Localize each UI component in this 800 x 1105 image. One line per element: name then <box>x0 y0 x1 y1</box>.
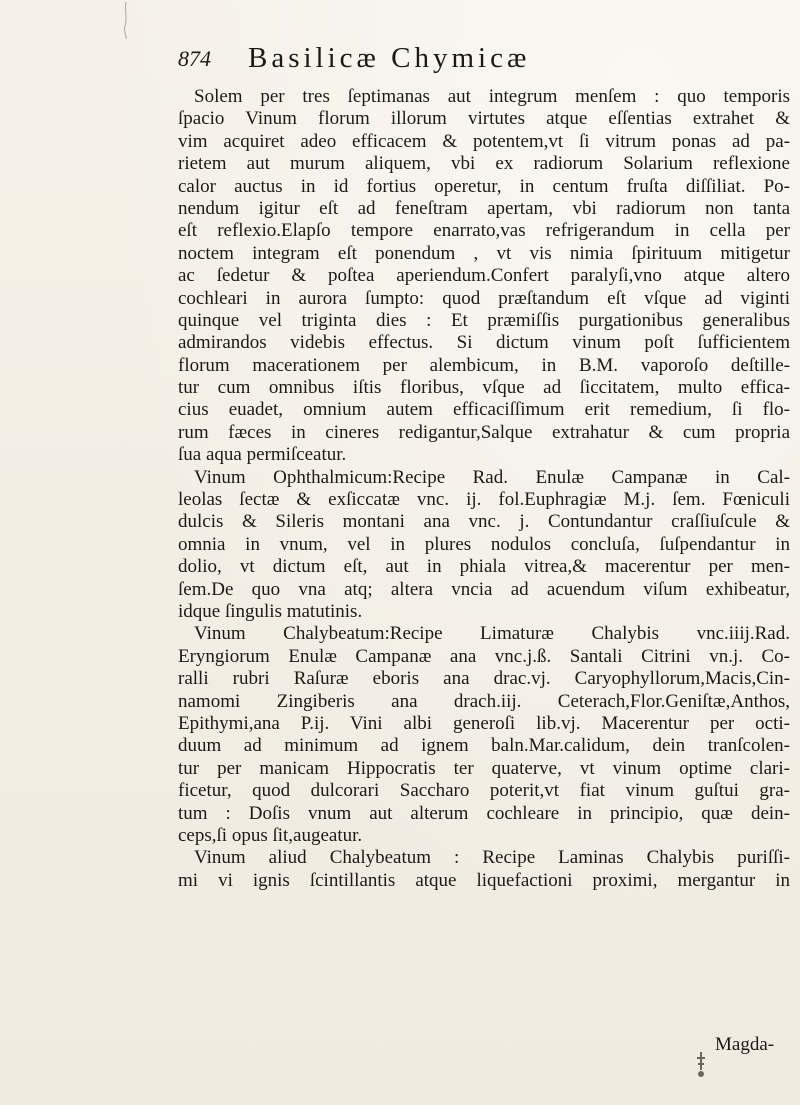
text-line: calor auctus in id fortius operetur, in centum fruſta diſſiliat. Po- <box>178 175 790 197</box>
catchword: Magda- <box>715 1034 775 1055</box>
text-line: vim acquiret adeo efficacem & potentem,vt ſi vitrum ponas ad pa- <box>178 130 790 152</box>
text-line: noctem integram eſt ponendum , vt vis nimia ſpirituum mitigetur <box>178 242 790 264</box>
text-line: ſua aqua permiſceatur. <box>178 444 347 466</box>
text-line: Solem per tres ſeptimanas aut integrum menſem : quo temporis <box>194 86 790 107</box>
ink-bleed-mark <box>120 0 132 40</box>
text-line: idque ſingulis matutinis. <box>178 600 363 622</box>
text-line: eſt reflexio.Elapſo tempore enarrato,vas refrigerandum in cella per <box>178 220 790 242</box>
text-line: rum fæces in cineres redigantur,Salque extrahatur & cum propria <box>178 421 790 443</box>
text-line: ac ſedetur & poſtea aperiendum.Confert paralyſi,vno atque altero <box>178 265 790 287</box>
text-line: quinque vel triginta dies : Et præmiſſis purgationibus generalibus <box>178 309 790 331</box>
text-line: ſem.De quo vna atq; altera vncia ad acuendum viſum exhibeatur, <box>178 578 790 600</box>
text-line: cochleari in aurora ſumpto: quod præſtandum eſt vſque ad viginti <box>178 287 790 309</box>
text-line: dulcis & Sileris montani ana vnc. j. Contundantur craſſiuſcule & <box>178 511 790 533</box>
page-number: 874 <box>178 46 211 71</box>
text-line: duum ad minimum ad ignem baln.Mar.calidum, dein tranſcolen- <box>178 735 790 757</box>
text-line: nendum igitur eſt ad feneſtram apertam, vbi radiorum non tanta <box>178 197 790 219</box>
text-line: ceps,ſi opus ſit,augeatur. <box>178 824 363 846</box>
running-head: Basilicæ Chymicæ <box>248 42 531 74</box>
text-line: florum macerationem per alembicum, in B.M. vaporoſo deſtille- <box>178 354 790 376</box>
text-line: rietem aut murum aliquem, vbi ex radiorum Solarium reflexione <box>178 153 790 175</box>
text-line: tur per manicam Hippocratis ter quaterve, vt vinum optime clari- <box>178 757 790 779</box>
text-line: omnia in vnum, vel in plures nodulos concluſa, ſuſpendantur in <box>178 533 790 555</box>
recipe-heading-line: Vinum Ophthalmicum:Recipe Rad. Enulæ Campanæ in Cal- <box>194 466 790 488</box>
text-line: ficetur, quod dulcorari Saccharo poterit,vt fiat vinum guſtui gra- <box>178 780 790 802</box>
recipe-heading-line: Vinum Chalybeatum:Recipe Limaturæ Chalybis vnc.iiij.Rad. <box>194 623 790 645</box>
recipe-heading-line: Vinum aliud Chalybeatum : Recipe Laminas Chalybis puriſſi- <box>194 847 790 869</box>
text-line: cius euadet, omnium autem efficaciſſimum erit remedium, ſi flo- <box>178 399 790 421</box>
text-line: leolas ſectæ & exſiccatæ vnc. ij. fol.Euphragiæ M.j. ſem. Fœniculi <box>178 489 790 511</box>
text-line: mi vi ignis ſcintillantis atque liquefactioni proximi, mergantur in <box>178 869 790 891</box>
page-header <box>178 42 778 86</box>
text-line: tur cum omnibus iſtis floribus, vſque ad ſiccitatem, multo effica- <box>178 377 790 399</box>
printer-ornament-mark <box>690 1050 712 1080</box>
body-text <box>178 86 790 892</box>
text-line: Eryngiorum Enulæ Campanæ ana vnc.j.ß. Santali Citrini vn.j. Co- <box>178 645 790 667</box>
text-line: namomi Zingiberis ana drach.iij. Ceterach,Flor.Geniſtæ,Anthos, <box>178 690 790 712</box>
text-line: admirandos videbis effectus. Si dictum vinum poſt ſufficientem <box>178 332 790 354</box>
text-line: ſpacio Vinum florum illorum virtutes atque eſſentias extrahet & <box>178 108 790 130</box>
text-line: ralli rubri Raſuræ eboris ana drac.vj. Caryophyllorum,Macis,Cin- <box>178 668 790 690</box>
text-line: dolio, vt dictum eſt, aut in phiala vitrea,& macerentur per men- <box>178 556 790 578</box>
text-line: tum : Doſis vnum aut alterum cochleare in principio, quæ dein- <box>178 802 790 824</box>
text-line: Epithymi,ana P.ij. Vini albi generoſi lib.vj. Macerentur per octi- <box>178 712 790 734</box>
